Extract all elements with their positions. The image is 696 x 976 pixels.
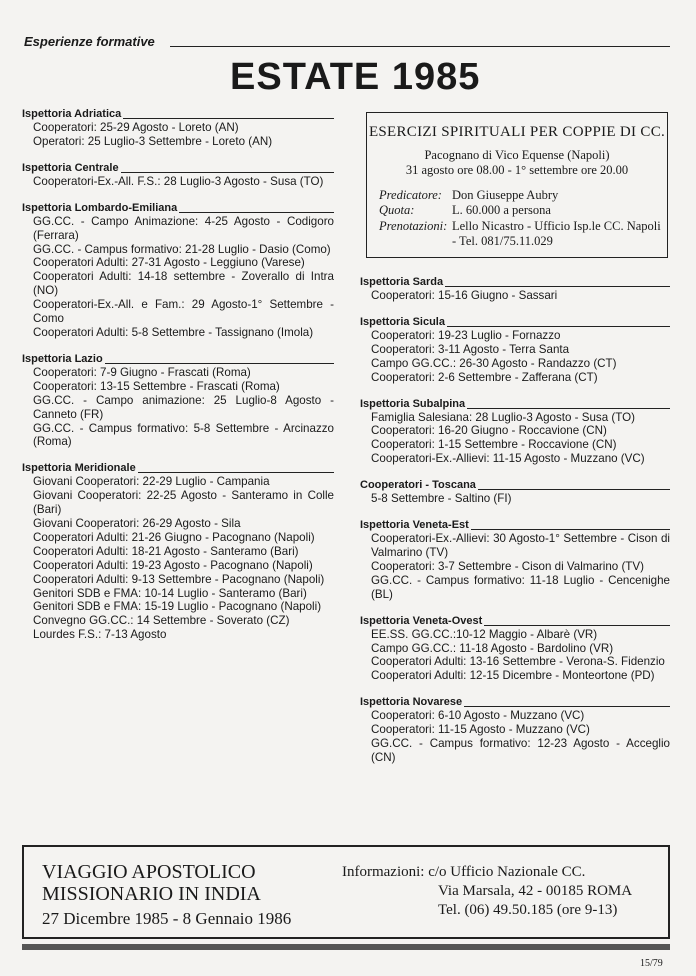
retreat-details <box>379 188 667 250</box>
event-item: Famiglia Salesiana: 28 Luglio-3 Agosto - Susa (TO) <box>371 410 636 424</box>
province-heading <box>360 398 670 411</box>
trip-dates: 27 Dicembre 1985 - 8 Gennaio 1986 <box>42 909 292 928</box>
event-list <box>360 411 670 467</box>
event-item: Cooperatori-Ex.-All. F.S.: 28 Luglio-3 Agosto - Susa (TO) <box>33 174 324 188</box>
contact-info <box>342 863 632 920</box>
page-number: 15/79 <box>640 958 663 969</box>
event-item: Lourdes F.S.: 7-13 Agosto <box>33 628 167 642</box>
province-name: Ispettoria Veneta-Est <box>360 519 469 532</box>
event-item: Cooperatori Adulti: 14-18 settembre - Zoverallo di Intra (NO) <box>33 270 334 298</box>
heading-rule <box>445 286 670 287</box>
retreat-title: ESERCIZI SPIRITUALI PER COPPIE DI CC. <box>368 124 666 140</box>
event-item: Cooperatori: 6-10 Agosto - Muzzano (VC) <box>371 709 585 723</box>
event-item: Genitori SDB e FMA: 15-19 Luglio - Pacognano (Napoli) <box>33 600 322 614</box>
event-item: Cooperatori Adulti: 12-15 Dicembre - Monteortone (PD) <box>371 669 655 683</box>
event-item: Cooperatori-Ex.-Allievi: 30 Agosto-1° Settembre - Cison di Valmarino (TV) <box>371 532 670 559</box>
heading-rule <box>121 172 334 173</box>
province-section <box>360 398 670 467</box>
event-list <box>360 628 670 684</box>
event-item: Cooperatori: 15-16 Giugno - Sassari <box>371 289 558 302</box>
trip-title-line2: MISSIONARIO IN INDIA <box>42 883 261 905</box>
province-heading <box>22 462 334 475</box>
event-item: Cooperatori: 11-15 Agosto - Muzzano (VC) <box>371 723 590 737</box>
event-item: GG.CC. - Campus formativo: 21-28 Luglio - Dasio (Como) <box>33 242 331 256</box>
province-section <box>360 696 670 765</box>
heading-rule <box>123 118 334 119</box>
province-section <box>22 353 334 449</box>
province-heading <box>360 316 670 329</box>
right-column <box>360 276 670 778</box>
event-item: 5-8 Settembre - Saltino (FI) <box>371 492 512 506</box>
event-list <box>360 709 670 765</box>
province-name: Ispettoria Adriatica <box>22 108 122 120</box>
province-section <box>22 108 334 149</box>
event-item: Giovani Cooperatori: 22-29 Luglio - Campania <box>33 475 270 489</box>
province-section <box>360 519 670 602</box>
event-item: Cooperatori Adulti: 19-23 Agosto - Pacognano (Napoli) <box>33 558 313 572</box>
contact-address: Via Marsala, 42 - 00185 ROMA <box>438 883 633 899</box>
province-heading <box>22 162 334 175</box>
event-item: Cooperatori: 19-23 Luglio - Fornazzo <box>371 328 561 342</box>
province-name: Ispettoria Centrale <box>22 161 119 174</box>
heading-rule <box>447 326 670 327</box>
event-list <box>360 329 670 385</box>
province-name: Ispettoria Novarese <box>360 696 463 709</box>
event-item: Cooperatori-Ex.-All. e Fam.: 29 Agosto-1° Settembre - Como <box>33 298 334 326</box>
province-heading <box>22 353 334 366</box>
event-item: EE.SS. GG.CC.:10-12 Maggio - Albarè (VR) <box>371 627 598 641</box>
event-item: Operatori: 25 Luglio-3 Settembre - Loreto (AN) <box>33 134 273 148</box>
event-item: Cooperatori: 25-29 Agosto - Loreto (AN) <box>33 121 239 134</box>
province-heading <box>360 276 670 289</box>
event-item: GG.CC. - Campus formativo: 11-18 Luglio - Cencenighe (BL) <box>371 573 670 601</box>
header-rule <box>170 46 670 47</box>
detail-row-bookings <box>379 219 667 250</box>
province-name: Ispettoria Lombardo-Emiliana <box>22 201 178 214</box>
event-item: GG.CC. - Campo animazione: 25 Luglio-8 Agosto - Canneto (FR) <box>33 393 334 421</box>
event-list <box>22 366 334 449</box>
footer-bar <box>22 944 670 950</box>
province-heading <box>360 696 670 709</box>
detail-label: Prenotazioni: <box>379 218 448 233</box>
event-item: GG.CC. - Campo Animazione: 4-25 Agosto - Codigoro (Ferrara) <box>33 214 334 242</box>
heading-rule <box>464 706 670 707</box>
page-title: ESTATE 1985 <box>230 56 481 98</box>
event-item: Cooperatori: 3-7 Settembre - Cison di Valmarino (TV) <box>371 559 644 573</box>
event-list <box>360 492 670 506</box>
event-list <box>22 475 334 642</box>
province-heading <box>360 615 670 628</box>
event-item: Cooperatori: 7-9 Giugno - Frascati (Roma) <box>33 365 251 379</box>
heading-rule <box>105 363 334 364</box>
province-section <box>360 615 670 684</box>
province-section <box>22 162 334 189</box>
retreat-location: Pacognano di Vico Equense (Napoli) <box>424 147 610 162</box>
province-heading <box>360 479 670 492</box>
event-item: Cooperatori-Ex.-Allievi: 11-15 Agosto - Muzzano (VC) <box>371 452 645 466</box>
detail-value: L. 60.000 a persona <box>452 203 551 217</box>
event-item: Cooperatori Adulti: 5-8 Settembre - Tassignano (Imola) <box>33 325 314 339</box>
province-name: Ispettoria Lazio <box>22 352 103 365</box>
heading-rule <box>484 625 670 626</box>
section-label: Esperienze formative <box>24 34 155 49</box>
event-item: Cooperatori Adulti: 9-13 Settembre - Pacognano (Napoli) <box>33 572 325 586</box>
event-item: Campo GG.CC.: 11-18 Agosto - Bardolino (VR) <box>371 641 614 655</box>
event-item: Convegno GG.CC.: 14 Settembre - Soverato (CZ) <box>33 614 290 628</box>
province-name: Cooperatori - Toscana <box>360 479 476 492</box>
contact-phone: Tel. (06) 49.50.185 (ore 9-13) <box>438 902 618 918</box>
event-item: Cooperatori: 1-15 Settembre - Roccavione (CN) <box>371 438 617 452</box>
province-name: Ispettoria Sarda <box>360 276 444 288</box>
trip-title-line1: VIAGGIO APOSTOLICO <box>42 861 256 883</box>
detail-row-preacher <box>379 188 667 204</box>
contact-line: Informazioni: c/o Ufficio Nazionale CC. <box>342 864 586 880</box>
event-item: Cooperatori Adulti: 27-31 Agosto - Leggiuno (Varese) <box>33 256 305 270</box>
event-list <box>22 121 334 149</box>
heading-rule <box>179 212 334 213</box>
event-item: Genitori SDB e FMA: 10-14 Luglio - Santeramo (Bari) <box>33 586 307 600</box>
footer-banner <box>22 845 670 939</box>
heading-rule <box>467 408 670 409</box>
event-item: GG.CC. - Campus formativo: 5-8 Settembre - Arcinazzo (Roma) <box>33 421 334 449</box>
detail-label: Quota: <box>379 203 415 217</box>
province-name: Ispettoria Veneta-Ovest <box>360 614 483 627</box>
province-heading <box>22 108 334 121</box>
province-heading <box>22 202 334 215</box>
event-item: Cooperatori Adulti: 18-21 Agosto - Santeramo (Bari) <box>33 544 299 558</box>
province-section <box>360 316 670 385</box>
province-heading <box>360 519 670 532</box>
detail-value: Lello Nicastro - Ufficio Isp.le CC. Napoli - Tel. 081/75.11.029 <box>452 218 661 248</box>
event-item: Cooperatori Adulti: 21-26 Giugno - Pacognano (Napoli) <box>33 530 315 544</box>
retreat-announcement-box <box>366 112 668 258</box>
heading-rule <box>471 529 670 530</box>
event-item: Cooperatori Adulti: 13-16 Settembre - Verona-S. Fidenzio <box>371 655 665 669</box>
heading-rule <box>478 489 670 490</box>
event-item: Giovani Cooperatori: 26-29 Agosto - Sila <box>33 517 241 531</box>
event-item: GG.CC. - Campus formativo: 12-23 Agosto - Acceglio (CN) <box>371 737 670 764</box>
retreat-dates: 31 agosto ore 08.00 - 1° settembre ore 20.00 <box>405 163 629 177</box>
province-name: Ispettoria Subalpina <box>360 397 466 410</box>
event-item: Cooperatori: 3-11 Agosto - Terra Santa <box>371 342 570 356</box>
province-name: Ispettoria Meridionale <box>22 462 136 475</box>
detail-label: Predicatore: <box>379 187 442 202</box>
province-section <box>360 479 670 506</box>
event-list <box>22 175 334 189</box>
province-section <box>22 462 334 642</box>
detail-row-fee <box>379 203 667 219</box>
province-name: Ispettoria Sicula <box>360 315 445 328</box>
event-item: Cooperatori: 2-6 Settembre - Zafferana (CT) <box>371 370 598 384</box>
event-item: Giovani Cooperatori: 22-25 Agosto - Santeramo in Colle (Bari) <box>33 489 334 517</box>
event-list <box>22 215 334 340</box>
detail-value: Don Giuseppe Aubry <box>452 187 559 202</box>
event-item: Cooperatori: 13-15 Settembre - Frascati (Roma) <box>33 379 280 393</box>
province-section <box>22 202 334 340</box>
trip-announcement <box>42 861 291 930</box>
event-list <box>360 532 670 602</box>
heading-rule <box>138 472 334 473</box>
left-column <box>22 108 334 655</box>
event-item: Campo GG.CC.: 26-30 Agosto - Randazzo (CT) <box>371 356 617 370</box>
event-list <box>360 289 670 303</box>
event-item: Cooperatori: 16-20 Giugno - Roccavione (CN) <box>371 424 607 438</box>
province-section <box>360 276 670 303</box>
